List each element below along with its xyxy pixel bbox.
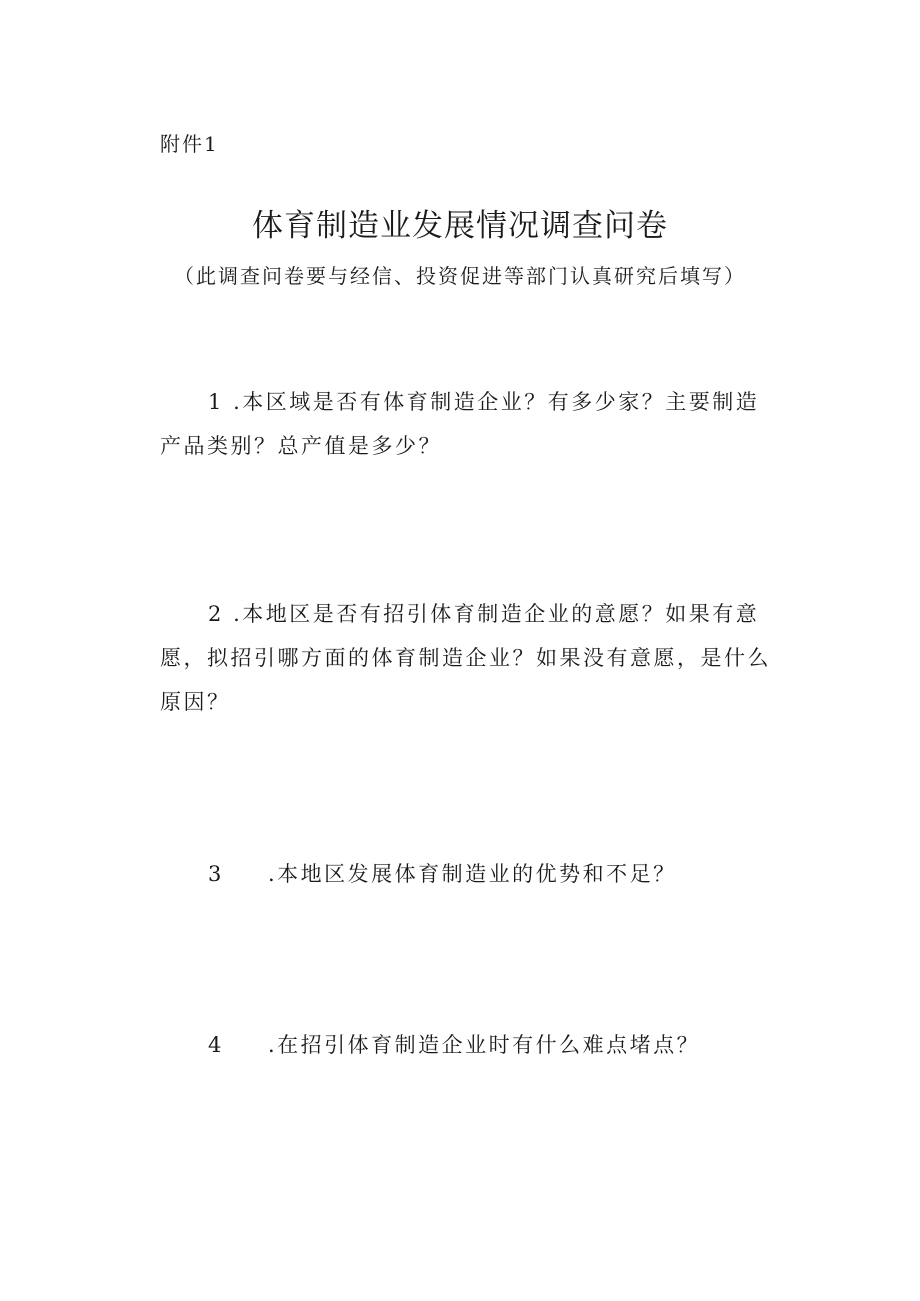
question-1-text-1: .本区域是否有体育制造企业？有多少家？主要制造 <box>233 390 760 414</box>
question-4 <box>160 1023 760 1067</box>
question-2-number: 2 <box>208 602 224 626</box>
attachment-label: 附件1 <box>160 132 219 156</box>
question-3-number: 3 <box>208 862 224 886</box>
question-2 <box>160 592 771 724</box>
question-2-text-1: .本地区是否有招引体育制造企业的意愿？如果有意 <box>233 602 760 626</box>
document-title: 体育制造业发展情况调查问卷 <box>252 208 668 244</box>
question-1-line-2: 产品类别？总产值是多少？ <box>160 434 442 458</box>
question-4-text-1: .在招引体育制造企业时有什么难点堵点？ <box>268 1033 701 1057</box>
question-2-line-3: 原因？ <box>160 690 231 714</box>
question-3 <box>160 852 760 896</box>
question-1-number: 1 <box>208 390 224 414</box>
question-2-line-2: 愿，拟招引哪方面的体育制造企业？如果没有意愿，是什么 <box>160 646 771 670</box>
question-3-line-1 <box>160 852 760 896</box>
document-subtitle: （此调查问卷要与经信、投资促进等部门认真研究后填写） <box>174 264 746 288</box>
question-1 <box>160 380 760 468</box>
question-4-number: 4 <box>208 1033 224 1057</box>
question-4-line-1 <box>160 1023 760 1067</box>
question-2-line-1 <box>160 592 760 636</box>
question-1-line-1 <box>160 380 760 424</box>
question-3-text-1: .本地区发展体育制造业的优势和不足？ <box>268 862 677 886</box>
